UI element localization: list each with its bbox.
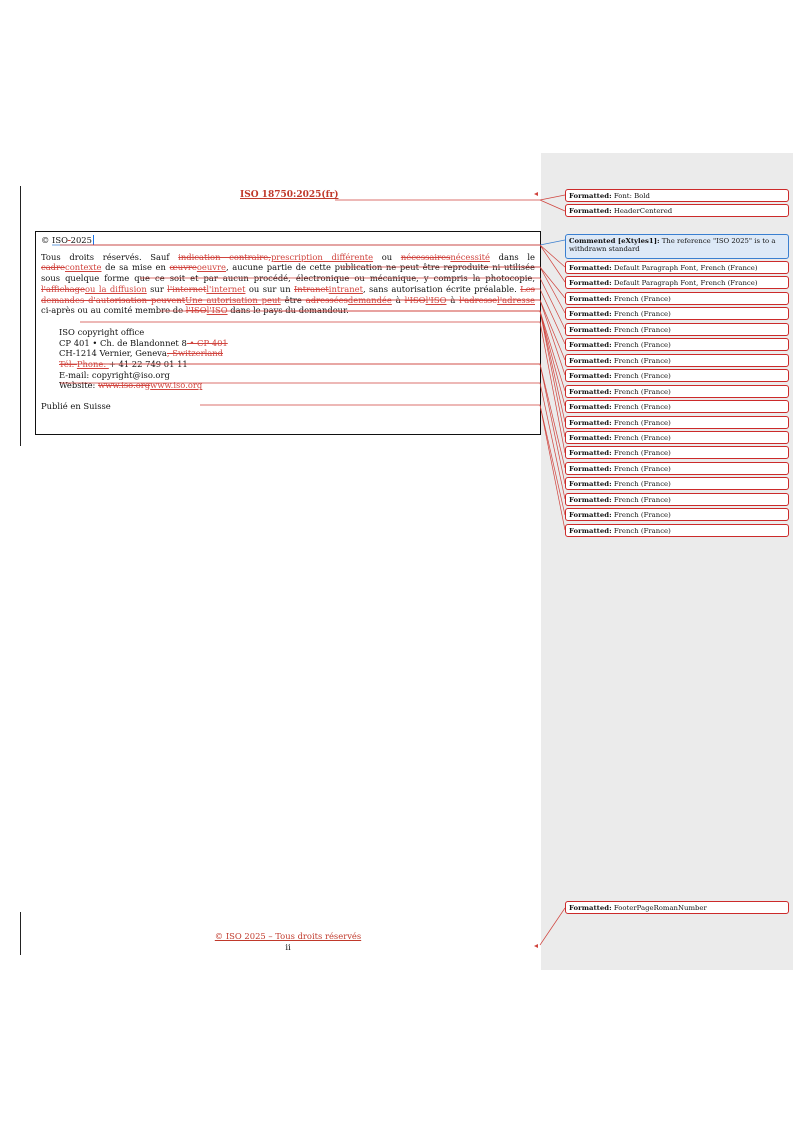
leader-line bbox=[540, 200, 565, 211]
deleted-text[interactable]: • CP 401 bbox=[186, 337, 228, 348]
published-in: Publié en Suisse bbox=[41, 401, 111, 412]
inserted-text[interactable]: prescription différente bbox=[270, 251, 374, 262]
deleted-text[interactable]: l'affichage bbox=[41, 283, 85, 294]
inserted-text[interactable]: Phone: bbox=[76, 358, 109, 369]
formatting-balloon[interactable]: Formatted: French (France) bbox=[565, 446, 789, 459]
paragraph-text: à bbox=[391, 294, 405, 305]
formatting-balloon[interactable]: Formatted: French (France) bbox=[565, 385, 789, 398]
formatting-balloon[interactable]: Formatted: French (France) bbox=[565, 477, 789, 490]
formatting-balloon[interactable]: Formatted: Default Paragraph Font, French (France) bbox=[565, 276, 789, 289]
formatting-balloon[interactable]: Formatted: FooterPageRomanNumber bbox=[565, 901, 789, 914]
page-number: ii bbox=[285, 941, 291, 952]
formatting-balloon[interactable]: Formatted: HeaderCentered bbox=[565, 204, 789, 217]
inserted-text[interactable]: ou la diffusion bbox=[85, 283, 147, 294]
inserted-text[interactable]: l'adresse bbox=[497, 294, 535, 305]
formatting-balloon[interactable]: Formatted: Font: Bold bbox=[565, 189, 789, 202]
formatting-balloon[interactable]: Formatted: French (France) bbox=[565, 431, 789, 444]
inserted-text[interactable]: nécessité bbox=[450, 251, 490, 262]
deleted-text[interactable]: www.iso.org bbox=[98, 380, 151, 391]
leader-line bbox=[60, 245, 565, 267]
deleted-text[interactable]: l'ISO bbox=[185, 305, 207, 316]
office-address-line-1: CP 401 • Ch. de Blandonnet 8 • CP 401 bbox=[59, 337, 228, 348]
formatting-balloon[interactable]: Formatted: French (France) bbox=[565, 524, 789, 537]
deleted-text[interactable]: adressées bbox=[305, 294, 348, 305]
inserted-text[interactable]: oeuvre bbox=[196, 262, 226, 273]
formatting-balloon[interactable]: Formatted: French (France) bbox=[565, 354, 789, 367]
header-title[interactable]: ISO 18750:2025(fr) bbox=[240, 190, 339, 200]
inserted-text[interactable]: l'ISO bbox=[425, 294, 447, 305]
deleted-text[interactable]: Tél. bbox=[59, 358, 77, 369]
paragraph-text: dans le bbox=[489, 251, 535, 262]
paragraph-text: ou bbox=[373, 251, 401, 262]
inserted-text[interactable]: demandée bbox=[347, 294, 392, 305]
deleted-text[interactable]: l'ISO bbox=[404, 294, 426, 305]
inserted-text[interactable]: l'internet bbox=[206, 283, 246, 294]
office-name: ISO copyright office bbox=[59, 326, 145, 337]
anchor-arrow bbox=[534, 944, 538, 948]
leader-line bbox=[500, 267, 565, 313]
formatting-balloon[interactable]: Formatted: French (France) bbox=[565, 292, 789, 305]
deleted-text[interactable]: indication contraire, bbox=[178, 251, 271, 262]
formatting-balloon[interactable]: Formatted: Default Paragraph Font, French (France) bbox=[565, 261, 789, 274]
paragraph-text: ou sur un bbox=[245, 283, 294, 294]
leader-line bbox=[90, 245, 565, 282]
leader-line bbox=[540, 908, 565, 945]
inserted-text[interactable]: intranet bbox=[328, 283, 363, 294]
copyright-prefix: © ISO bbox=[41, 235, 68, 245]
formatting-balloon[interactable]: Formatted: French (France) bbox=[565, 400, 789, 413]
copyright-year: 2025 bbox=[70, 235, 92, 245]
leader-line bbox=[100, 364, 565, 484]
leader-line bbox=[160, 311, 565, 391]
leader-line bbox=[340, 267, 565, 298]
formatting-balloon[interactable]: Formatted: French (France) bbox=[565, 307, 789, 320]
formatting-balloon[interactable]: Formatted: French (France) bbox=[565, 462, 789, 475]
deleted-text[interactable]: , Switzerland bbox=[166, 348, 223, 359]
formatting-balloon[interactable]: Formatted: French (France) bbox=[565, 369, 789, 382]
formatting-balloon[interactable]: Formatted: French (France) bbox=[565, 493, 789, 506]
paragraph-text: être bbox=[280, 294, 306, 305]
paragraph-text: à bbox=[446, 294, 460, 305]
paragraph-text: Tous droits réservés. Sauf bbox=[41, 251, 179, 262]
paragraph-text: dans le pays du demandeur. bbox=[227, 305, 349, 316]
paragraph-text: de sa mise en bbox=[101, 262, 170, 273]
deleted-text[interactable]: œuvre bbox=[169, 262, 197, 273]
deleted-text[interactable]: l'adresse bbox=[459, 294, 498, 305]
paragraph-text: ci-après ou au comité membre de bbox=[41, 305, 186, 316]
office-address-line-2: CH-1214 Vernier, Geneva, Switzerland bbox=[59, 348, 223, 359]
footer-copyright[interactable]: © ISO 2025 – Tous droits réservés bbox=[214, 931, 362, 941]
deleted-text[interactable]: Intranet bbox=[294, 283, 329, 294]
leader-line bbox=[270, 311, 565, 406]
inserted-text[interactable]: Une autorisation peut bbox=[185, 294, 281, 305]
leader-line bbox=[335, 195, 565, 200]
deleted-text[interactable]: nécessaires bbox=[400, 251, 451, 262]
leader-line bbox=[400, 311, 565, 437]
inserted-link[interactable]: www.iso.org bbox=[150, 380, 203, 391]
leader-line bbox=[110, 300, 565, 360]
anchor-arrow bbox=[534, 192, 538, 196]
leader-line bbox=[60, 364, 565, 468]
formatting-balloon[interactable]: Formatted: French (France) bbox=[565, 338, 789, 351]
leader-line bbox=[140, 278, 565, 329]
inserted-text[interactable]: l'ISO bbox=[206, 305, 228, 316]
leader-line bbox=[60, 383, 565, 499]
deleted-text[interactable]: l'internet bbox=[167, 283, 207, 294]
paragraph-text: , aucune partie de cette publication ne peut être reproduite ni utilisée sous quelque forme que ce soit et par aucun procédé, électronique ou mécanique, y compris la photocopie, bbox=[41, 262, 535, 284]
deleted-text[interactable]: Les demandes d'autorisation peuvent bbox=[41, 283, 535, 305]
inserted-text[interactable]: contexte bbox=[65, 262, 102, 273]
paragraph-text: sur bbox=[146, 283, 168, 294]
paragraph-text: , sans autorisation écrite préalable. bbox=[362, 283, 521, 294]
leader-line bbox=[80, 322, 565, 453]
formatting-balloon[interactable]: Formatted: French (France) bbox=[565, 323, 789, 336]
office-website: Website: www.iso.orgwww.iso.org bbox=[59, 380, 203, 391]
office-phone: Tél. Phone: + 41 22 749 01 11 bbox=[59, 358, 188, 369]
office-email: E-mail: copyright@iso.org bbox=[59, 369, 170, 380]
leader-line bbox=[200, 405, 565, 515]
formatting-balloon[interactable]: Formatted: French (France) bbox=[565, 508, 789, 521]
comment-balloon[interactable]: Commented [eXtyles1]: The reference "ISO 2025" is to a withdrawn standard bbox=[565, 234, 789, 259]
leader-line bbox=[52, 240, 565, 245]
deleted-text[interactable]: cadre bbox=[41, 262, 66, 273]
formatting-balloon[interactable]: Formatted: French (France) bbox=[565, 416, 789, 429]
